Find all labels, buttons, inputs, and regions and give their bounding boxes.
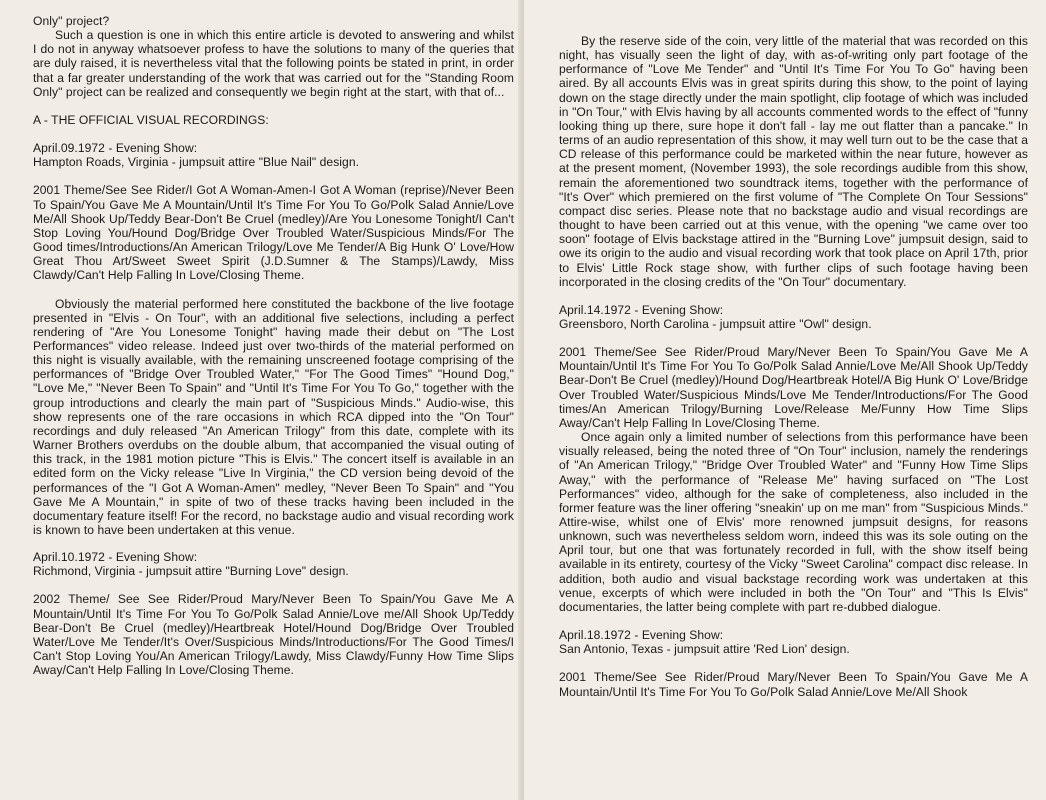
show-venue: Richmond, Virginia - jumpsuit attire "Burning Love" design. [33, 564, 349, 579]
show-venue: San Antonio, Texas - jumpsuit attire 'Red Lion' design. [559, 642, 850, 657]
setlist: 2001 Theme/See See Rider/Proud Mary/Never Been To Spain/You Gave Me A Mountain/Until It's Time For You To Go/Polk Salad Annie/Love Me/All Shook Up/Teddy Bear-Don't Be Cruel (medley)/Hound Dog/Heartbreak Hotel/A Big Hunk O' Love/Bridge Over Troubled Water/Suspicious Minds/Love Me Tender/Introductions/For The Good times/An American Trilogy/Burning Love/Release Me/Funny How Time Slips Away/Can't Help Falling In Love/Closing Theme. [559, 345, 1028, 430]
right-page [524, 0, 1046, 800]
show-date: April.14.1972 - Evening Show: [559, 302, 724, 317]
show-venue: Hampton Roads, Virginia - jumpsuit attire "Blue Nail" design. [33, 155, 360, 170]
show-date: April.10.1972 - Evening Show: [33, 550, 198, 565]
setlist: 2001 Theme/See See Rider/I Got A Woman-Amen-I Got A Woman (reprise)/Never Been To Spain/You Gave Me A Mountain/Until It's Time For You To Go/Polk Salad Annie/Love Me/All Shook Up/Teddy Bear-Don't Be Cruel (medley)/Are You Lonesome Tonight/I Can't Stop Loving You/Hound Dog/Bridge Over Troubled Water/Suspicious Minds/For The Good times/Introductions/An American Trilogy/Love Me Tender/A Big Hunk O' Love/How Great Thou Art/Sweet Sweet Spirit (J.D.Sumner & The Stamps)/Lawdy, Miss Clawdy/Can't Help Falling In Love/Closing Theme. [33, 183, 514, 283]
show-commentary: Obviously the material performed here constituted the backbone of the live footage presented in "Elvis - On Tour", with an additional five selections, including a perfect rendering of "Are You Lonesome Tonight" having made their debut on "The Lost Performances" video release. Indeed just over two-thirds of the material performed on this night is visually available, with the remaining unscreened footage comprising of the performances of "Bridge Over Troubled Water," "For The Good Times" "Hound Dog," "Love Me," "Never Been To Spain" and "Until It's Time For You To Go," together with the group introductions and clearly the main part of "Suspicious Minds." Audio-wise, this show represents one of the rare occasions in which RCA dipped into the "On Tour" recordings and duly released "An American Trilogy" from this date, complete with its Warner Brothers overdubs on the double album, that accompanied the visual outing of this track, in the 1981 motion picture "This is Elvis." The concert itself is available in an edited form on the Vicky release "Live In Virginia," the CD version being devoid of the performances of the "I Got A Woman-Amen" medley, "Never Been To Spain" and "You Gave Me A Mountain," in spite of two of these tracks having been included in the documentary feature itself! For the record, no backstage audio and visual recording work is known to have been undertaken at this venue. [33, 296, 514, 537]
setlist: 2001 Theme/See See Rider/Proud Mary/Never Been To Spain/You Gave Me A Mountain/Until It's Time For You To Go/Polk Salad Annie/Love Me/All Shook [559, 670, 1028, 699]
show-commentary: By the reserve side of the coin, very little of the material that was recorded on this night, has visually seen the light of day, with as-of-writing only part footage of the performance of "Love Me Tender" and "Until It's Time For You To Go" having been aired. By all accounts Elvis was in great spirits during this show, to the point of laying down on the stage directly under the main spotlight, clip footage of which was included in "On Tour," with Elvis having by all accounts commented words to the effect of "funny looking thing up there, sure hope it don't fall - lay me out flatter than a pancake." In terms of an audio representation of this show, it may well turn out to be the case that a CD release of this performance could be marketed within the near future, however as at the present moment, (November 1993), the sole recordings audible from this show, remain the aforementioned two soundtrack items, together with the performance of "It's Over" which premiered on the first volume of "The Complete On Tour Sessions" compact disc series. Please note that no backstage audio and visual recordings are thought to have been carried out at this venue, with the opening "we came over too soon" footage of Elvis backstage attired in the "Burning Love" jumpsuit design, said to owe its origin to the audio and visual recording work that took place on April 17th, prior to Elvis' Little Rock stage show, with further clips of such footage having been incorporated in the closing credits of the "On Tour" documentary. [559, 34, 1028, 289]
left-page [0, 0, 522, 800]
section-heading: A - THE OFFICIAL VISUAL RECORDINGS: [33, 112, 269, 127]
continued-line: Only" project? [33, 14, 110, 28]
show-date: April.18.1972 - Evening Show: [559, 628, 724, 643]
show-venue: Greensboro, North Carolina - jumpsuit attire "Owl" design. [559, 316, 872, 331]
setlist: 2002 Theme/ See See Rider/Proud Mary/Never Been To Spain/You Gave Me A Mountain/Until It's Time For You To Go/Polk Salad Annie/Love me/All Shook Up/Teddy Bear-Don't Be Cruel (medley)/Heartbreak Hotel/Hound Dog/Bridge Over Troubled Water/Love Me Tender/It's Over/Suspicious Minds/Introductions/For The Good Times/I Can't Stop Loving You/An American Trilogy/Lawdy, Miss Clawdy/Funny How Time Slips Away/Can't Help Falling In Love/Closing Theme. [33, 592, 514, 678]
show-commentary: Once again only a limited number of selections from this performance have been visually released, being the noted three of "On Tour" inclusion, namely the renderings of "An American Trilogy," "Bridge Over Troubled Water" and "Funny How Time Slips Away," with the performance of "Release Me" having surfaced on "The Lost Performances" video, although for the sake of completeness, also included in the former feature was the liner offering "sneakin' up on me man" from "Suspicious Minds." Attire-wise, whilst one of Elvis' more renowned jumpsuit designs, for reasons unknown, such was nevertheless seldom worn, indeed this was its sole outing on the April tour, but one that was fortunately recorded in full, with the show itself being available in its entirety, courtesy of the Vicky "Sweet Carolina" compact disc release. In addition, both audio and visual backstage recording work was undertaken at this venue, excerpts of which were included in both the "On Tour" and "This Is Elvis" documentaries, the latter being complete with part re-dubbed dialogue. [559, 430, 1028, 614]
intro-paragraph: Such a question is one in which this entire article is devoted to answering and whilst I do not in anyway whatsoever profess to have the solutions to many of the queries that are duly raised, it is nevertheless vital that the following points be stated in print, in order that a far greater understanding of the work that was carried out for the "Standing Room Only" project can be realized and consequently we begin right at the start, with that of... [33, 28, 514, 99]
show-date: April.09.1972 - Evening Show: [33, 141, 198, 156]
